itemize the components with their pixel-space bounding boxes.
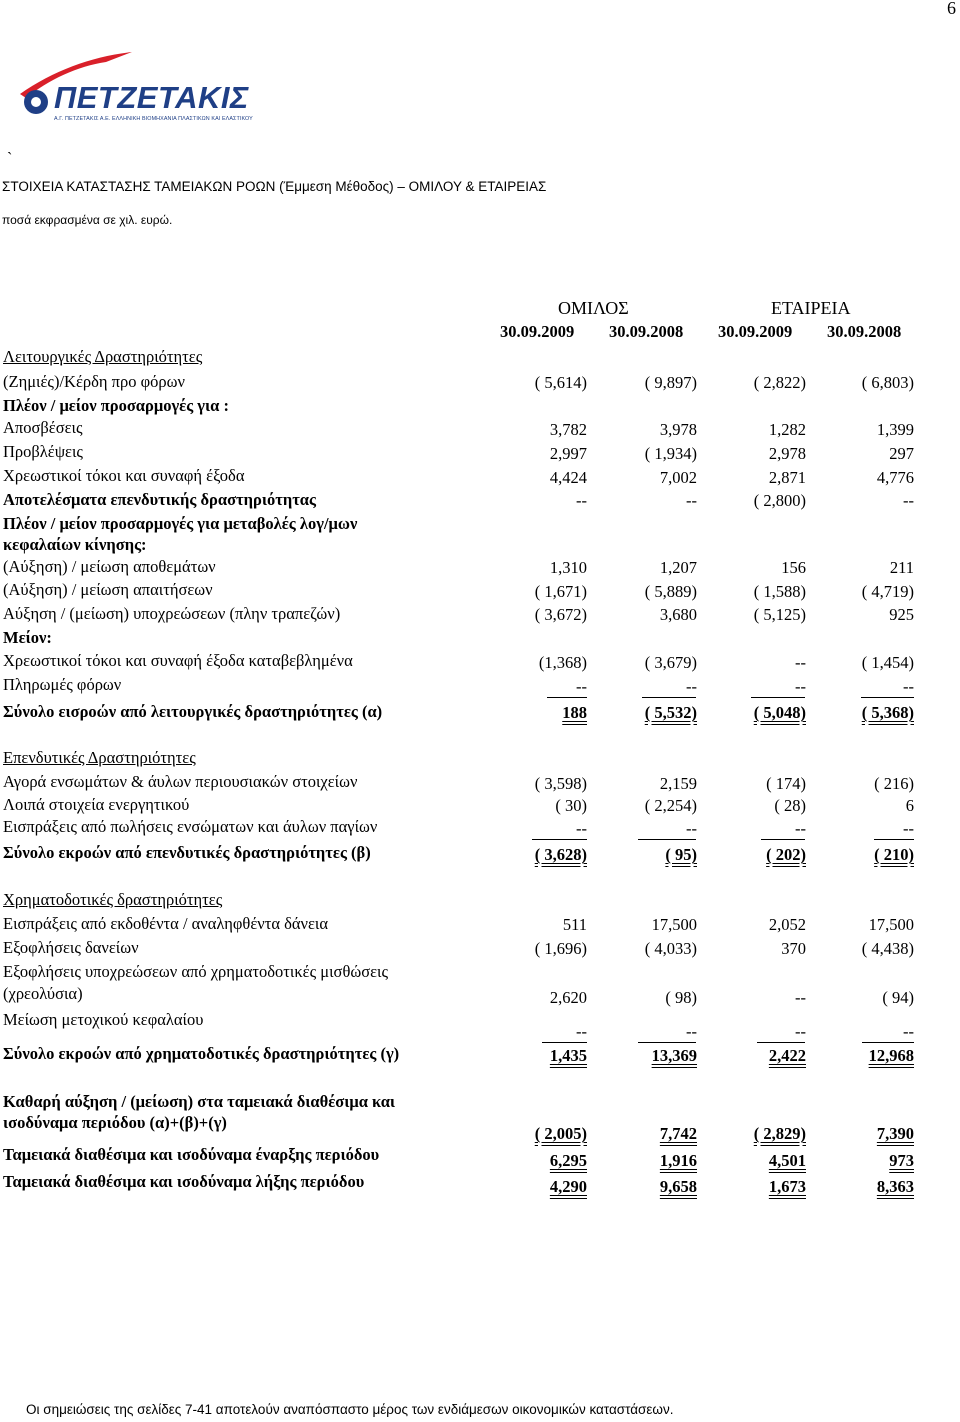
total-value: 2,422 <box>768 1046 806 1065</box>
row-label-continued: (χρεολύσια) <box>3 984 83 1003</box>
row-label: (Αύξηση) / μείωση απαιτήσεων <box>3 580 213 599</box>
cell-value: 1,399 <box>876 420 914 439</box>
total-value: 13,369 <box>651 1046 697 1065</box>
total-value: ( 2,005) <box>534 1124 587 1143</box>
total-value: 4,501 <box>768 1151 806 1170</box>
cell-value: -- <box>576 491 587 510</box>
total-value: 4,290 <box>549 1177 587 1196</box>
cell-value: 6 <box>905 796 914 815</box>
date-header: 30.09.2008 <box>827 322 902 341</box>
cell-value: ( 3,598) <box>534 774 587 793</box>
row-label: Εισπράξεις από πωλήσεις ενσώματων και άυλων παγίων <box>3 817 378 836</box>
cell-value: 2,871 <box>768 468 806 487</box>
row-label: Εισπράξεις από εκδοθέντα / αναληφθέντα δάνεια <box>3 914 329 933</box>
rule-line <box>861 697 914 698</box>
cell-value: ( 1,934) <box>644 444 697 463</box>
row-label: Αποτελέσματα επενδυτικής δραστηριότητας <box>3 490 316 509</box>
cell-value: -- <box>903 819 914 838</box>
cell-value: ( 5,889) <box>644 582 697 601</box>
cell-value: 511 <box>562 915 587 934</box>
cell-value: ( 4,033) <box>644 939 697 958</box>
row-label: Λοιπά στοιχεία ενεργητικού <box>3 795 190 814</box>
total-value: 8,363 <box>876 1177 914 1196</box>
rule-line <box>761 839 805 840</box>
total-value: 188 <box>562 703 587 722</box>
cell-value: ( 4,438) <box>861 939 914 958</box>
cell-value: ( 174) <box>766 774 806 793</box>
row-label: Ταμειακά διαθέσιμα και ισοδύναμα έναρξης περιόδου <box>3 1145 380 1164</box>
cell-value: 211 <box>889 558 914 577</box>
section-heading-financing: Χρηματοδοτικές δραστηριότητες <box>3 890 223 909</box>
cell-value: ( 28) <box>774 796 806 815</box>
row-label: (Αύξηση) / μείωση αποθεμάτων <box>3 557 216 576</box>
cell-value: ( 1,671) <box>534 582 587 601</box>
row-label: Πλέον / μείον προσαρμογές για μεταβολές λογ/μων <box>3 514 358 533</box>
cell-value: 7,002 <box>659 468 697 487</box>
date-header: 30.09.2008 <box>609 322 684 341</box>
row-label: Χρεωστικοί τόκοι και συναφή έξοδα <box>3 466 245 485</box>
cell-value: ( 6,803) <box>861 373 914 392</box>
row-label: Προβλέψεις <box>3 442 83 461</box>
total-value: ( 5,532) <box>644 703 697 722</box>
company-header: ΕΤΑΙΡΕΙΑ <box>771 298 851 318</box>
total-value: ( 2,829) <box>753 1124 806 1143</box>
cell-value: 3,680 <box>659 605 697 624</box>
document-title: ΣΤΟΙΧΕΙΑ ΚΑΤΑΣΤΑΣΗΣ ΤΑΜΕΙΑΚΩΝ ΡΟΩΝ (Έμμεση Μέθοδος) – ΟΜΙΛΟΥ & ΕΤΑΙΡΕΙΑΣ <box>2 179 547 194</box>
cell-value: ( 3,679) <box>644 653 697 672</box>
cell-value: ( 30) <box>555 796 587 815</box>
rule-line <box>542 1042 587 1043</box>
total-value: ( 5,048) <box>753 703 806 722</box>
cell-value: 3,782 <box>549 420 587 439</box>
cell-value: -- <box>903 1022 914 1041</box>
cell-value: 1,282 <box>768 420 806 439</box>
cell-value: 4,776 <box>876 468 914 487</box>
page-number: 6 <box>947 0 956 18</box>
cell-value: 17,500 <box>868 915 914 934</box>
row-label: Σύνολο εισροών από λειτουργικές δραστηριότητες (α) <box>3 702 383 721</box>
cell-value: 2,997 <box>549 444 587 463</box>
cell-value: -- <box>576 1022 587 1041</box>
footer-note: Οι σημειώσεις της σελίδες 7-41 αποτελούν αναπόσπαστο μέρος των ενδιάμεσων οικονομικών καταστάσεων. <box>26 1402 674 1417</box>
cell-value: -- <box>795 988 806 1007</box>
cell-value: -- <box>686 819 697 838</box>
row-label-continued: ισοδύναμα περιόδου (α)+(β)+(γ) <box>3 1113 227 1132</box>
total-value: 12,968 <box>868 1046 914 1065</box>
row-label: Πληρωμές φόρων <box>3 675 122 694</box>
total-value: 1,916 <box>659 1151 697 1170</box>
total-value: 1,673 <box>768 1177 806 1196</box>
cell-value: -- <box>795 819 806 838</box>
cell-value: -- <box>686 677 697 696</box>
cell-value: 2,159 <box>659 774 697 793</box>
cell-value: ( 5,614) <box>534 373 587 392</box>
total-value: ( 5,368) <box>861 703 914 722</box>
row-label: Πλέον / μείον προσαρμογές για : <box>3 396 229 415</box>
cell-value: ( 2,254) <box>644 796 697 815</box>
cell-value: 4,424 <box>549 468 587 487</box>
row-label: Καθαρή αύξηση / (μείωση) στα ταμειακά διαθέσιμα και <box>3 1092 396 1111</box>
cell-value: ( 98) <box>665 988 697 1007</box>
cell-value: ( 1,454) <box>861 653 914 672</box>
rule-line <box>638 1042 696 1043</box>
cell-value: -- <box>903 677 914 696</box>
total-value: 7,742 <box>659 1124 697 1143</box>
row-label: Μείωση μετοχικού κεφαλαίου <box>3 1010 204 1029</box>
cell-value: ( 2,800) <box>753 491 806 510</box>
cell-value: ( 5,125) <box>753 605 806 624</box>
section-heading-operating: Λειτουργικές Δραστηριότητες <box>3 347 203 366</box>
cell-value: -- <box>795 1022 806 1041</box>
cell-value: -- <box>576 677 587 696</box>
cell-value: ( 216) <box>874 774 914 793</box>
cell-value: 297 <box>889 444 914 463</box>
row-label: Εξοφλήσεις δανείων <box>3 938 139 957</box>
cell-value: -- <box>686 491 697 510</box>
row-label: Αποσβέσεις <box>3 418 83 437</box>
total-value: 6,295 <box>549 1151 587 1170</box>
cell-value: (1,368) <box>538 653 587 672</box>
rule-line <box>757 1042 805 1043</box>
cell-value: ( 1,588) <box>753 582 806 601</box>
row-label: Αγορά ενσωμάτων & άυλων περιουσιακών στοιχείων <box>3 772 358 791</box>
cell-value: 2,620 <box>549 988 587 1007</box>
cell-value: 3,978 <box>659 420 697 439</box>
date-header: 30.09.2009 <box>500 322 575 341</box>
cell-value: -- <box>576 819 587 838</box>
cell-value: ( 4,719) <box>861 582 914 601</box>
row-label: Μείον: <box>3 628 52 647</box>
row-label: (Ζημιές)/Κέρδη προ φόρων <box>3 372 185 391</box>
cell-value: ( 1,696) <box>534 939 587 958</box>
cell-value: 156 <box>781 558 806 577</box>
cell-value: ( 2,822) <box>753 373 806 392</box>
date-header: 30.09.2009 <box>718 322 793 341</box>
tick-mark: ` <box>7 150 13 167</box>
rule-line <box>751 697 805 698</box>
rule-line <box>642 697 696 698</box>
rule-line <box>862 1042 914 1043</box>
cell-value: ( 3,672) <box>534 605 587 624</box>
row-label: Αύξηση / (μείωση) υποχρεώσεων (πλην τραπεζών) <box>3 604 341 623</box>
rule-line <box>874 839 914 840</box>
cell-value: -- <box>795 677 806 696</box>
total-value: 1,435 <box>549 1046 587 1065</box>
total-value: 9,658 <box>659 1177 697 1196</box>
cell-value: -- <box>795 653 806 672</box>
row-label: Χρεωστικοί τόκοι και συναφή έξοδα καταβεβλημένα <box>3 651 353 670</box>
cell-value: ( 9,897) <box>644 373 697 392</box>
row-label-continued: κεφαλαίων κίνησης: <box>3 535 147 554</box>
total-value: ( 210) <box>874 845 914 864</box>
total-value: 7,390 <box>876 1124 914 1143</box>
group-header: ΟΜΙΛΟΣ <box>558 298 629 318</box>
cell-value: ( 94) <box>882 988 914 1007</box>
section-heading-investing: Επενδυτικές Δραστηριότητες <box>3 748 196 767</box>
logo-subtitle: Α.Γ. ΠΕΤΖΕΤΑΚΙΣ Α.Ε. ΕΛΛΗΝΙΚΗ ΒΙΟΜΗΧΑΝΙΑ ΠΛΑΣΤΙΚΩΝ ΚΑΙ ΕΛΑΣΤΙΚΟΥ <box>54 116 253 122</box>
rule-line <box>547 697 587 698</box>
units-note: ποσά εκφρασμένα σε χιλ. ευρώ. <box>2 213 173 227</box>
cell-value: 1,207 <box>659 558 697 577</box>
total-value: ( 202) <box>766 845 806 864</box>
total-value: ( 95) <box>665 845 697 864</box>
total-value: 973 <box>889 1151 914 1170</box>
cell-value: 17,500 <box>651 915 697 934</box>
cell-value: 1,310 <box>549 558 587 577</box>
cell-value: 370 <box>781 939 806 958</box>
logo-name: ΠΕΤΖΕΤΑΚΙΣ <box>54 80 249 115</box>
rule-line <box>638 839 696 840</box>
total-value: ( 3,628) <box>534 845 587 864</box>
cell-value: 2,978 <box>768 444 806 463</box>
row-label: Σύνολο εκροών από επενδυτικές δραστηριότητες (β) <box>3 843 371 862</box>
cell-value: 925 <box>889 605 914 624</box>
cell-value: -- <box>686 1022 697 1041</box>
cell-value: 2,052 <box>768 915 806 934</box>
row-label: Σύνολο εκροών από χρηματοδοτικές δραστηριότητες (γ) <box>3 1044 400 1063</box>
rule-line <box>532 839 587 840</box>
row-label: Ταμειακά διαθέσιμα και ισοδύναμα λήξης περιόδου <box>3 1172 365 1191</box>
cell-value: -- <box>903 491 914 510</box>
row-label: Εξοφλήσεις υποχρεώσεων από χρηματοδοτικές μισθώσεις <box>3 962 389 981</box>
